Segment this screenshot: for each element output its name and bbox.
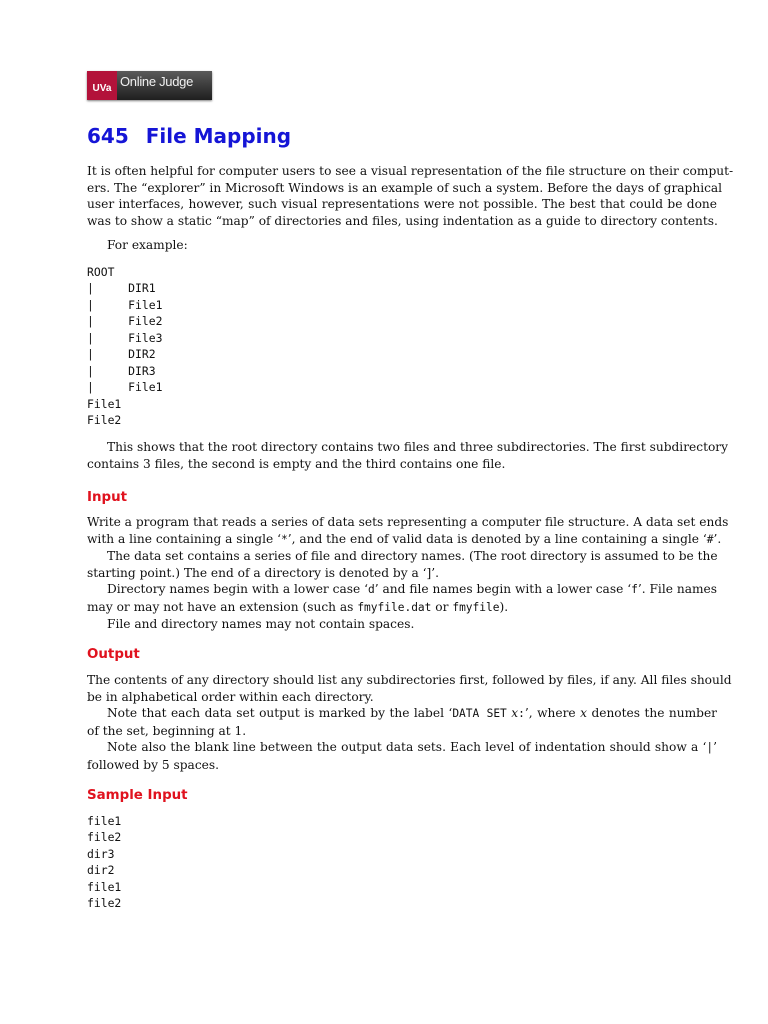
example-map-code: ROOT | DIR1 | File1 | File2 | File3 | DIR2 | DIR3 | File1 File1 File2	[87, 265, 163, 428]
sample-input-heading: Sample Input	[87, 788, 188, 803]
for-example-text: For example:	[107, 238, 188, 252]
problem-title	[87, 124, 291, 148]
intro-line-4: was to show a static “map” of directories and files, using indentation as a guide to directory contents.	[87, 213, 718, 228]
intro-paragraph	[87, 163, 734, 229]
uva-online-judge-logo[interactable]	[87, 71, 212, 100]
output-heading: Output	[87, 647, 140, 662]
explanation-paragraph	[87, 439, 729, 472]
problem-number: 645	[87, 124, 129, 148]
intro-line-2: ers. The “explorer” in Microsoft Windows is an example of such a system. Before the days of graphical	[87, 180, 723, 195]
logo-badge: UVa	[87, 71, 117, 100]
problem-name: File Mapping	[145, 124, 292, 148]
logo-text: Online Judge	[117, 71, 212, 100]
output-paragraphs: The contents of any directory should list any subdirectories first, followed by files, if any. All files should be in alphabetical order within each directory. Note that each data set output is marked by the label ‘DATA SET x:’, where x denotes the number of the set, beginning at 1. Note also the blank line between the output data sets. Each level of indentation should show a ‘|’ followed by 5 spaces.	[87, 673, 732, 772]
intro-line-1: It is often helpful for computer users to see a visual representation of the file structure on their comput-	[87, 164, 734, 178]
input-heading: Input	[87, 490, 128, 505]
intro-line-3: user interfaces, however, such visual representations were not possible. The best that could be done	[87, 197, 717, 211]
input-paragraphs: Write a program that reads a series of data sets representing a computer file structure. A data set ends with a line containing a single ‘*’, and the end of valid data is denoted by a line containing a single ‘#’. The data set contains a series of file and directory names. (The root directory is assumed to be the starting point.) The end of a directory is denoted by a ‘]’. Directory names begin with a lower case ‘d’ and file names begin with a lower case ‘f’. File names may or may not have an extension (such as fmyfile.dat or fmyfile). File and directory names may not contain spaces.	[87, 515, 729, 631]
explanation-line-1: This shows that the root directory contains two files and three subdirectories. The first subdirectory	[107, 440, 729, 454]
explanation-line-2: contains 3 files, the second is empty and the third contains one file.	[87, 456, 506, 471]
sample-input-code: file1 file2 dir3 dir2 file1 file2	[87, 814, 122, 911]
